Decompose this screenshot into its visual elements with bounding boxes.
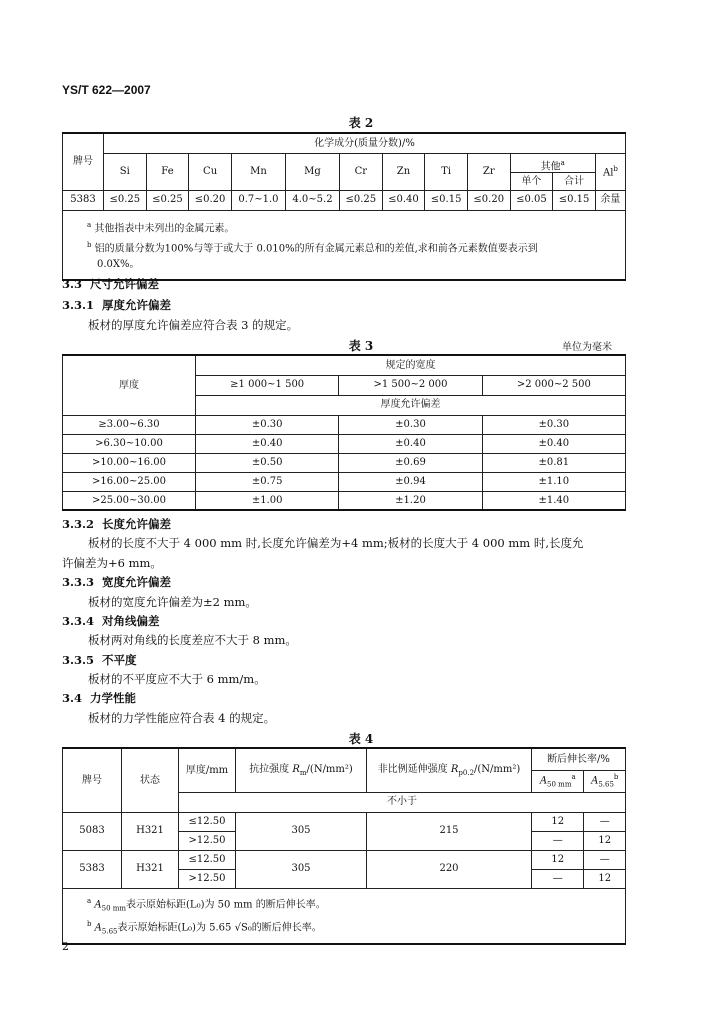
section-3-3-3-text: 板材的宽度允许偏差为±2 mm。 <box>88 595 257 609</box>
table2-note-a <box>87 217 617 237</box>
table2-el-mn: Mn <box>231 153 285 190</box>
section-3-3-4 <box>62 613 160 629</box>
section-3-3-4-text: 板材两对角线的长度差应不大于 8 mm。 <box>88 633 297 647</box>
table4-tensile: 305 <box>236 812 367 850</box>
table4-a565: 12 <box>584 869 626 888</box>
table2-el-fe: Fe <box>146 153 189 190</box>
section-3-3-5 <box>62 652 137 668</box>
table2-group-header: 化学成分(质量分数)/% <box>104 133 626 153</box>
table3-thickness: >16.00~25.00 <box>63 472 196 491</box>
table4-elong-b-mark: b <box>613 773 619 782</box>
table2-note-a-mark: a <box>87 220 92 229</box>
table2-al-label: Al <box>602 166 614 178</box>
table4-note-a-text: 表示原始标距(L₀)为 50 mm 的断后伸长率。 <box>126 898 326 910</box>
table4-note-b-sym: A <box>94 922 102 934</box>
table4-tensile-sym: R <box>292 763 300 775</box>
table4-yield-name: 非比例延伸强度 <box>377 763 448 775</box>
table3-title: 表 3 <box>348 339 374 353</box>
table4-tensile: 305 <box>236 850 367 888</box>
table2-el-ti: Ti <box>425 153 468 190</box>
table-row <box>63 472 626 491</box>
table4-brand: 5383 <box>63 850 122 888</box>
table2-title: 表 2 <box>348 116 374 130</box>
table4-state: H321 <box>122 812 179 850</box>
table4-elong-b-sym: A <box>591 775 599 787</box>
table4-thickness: >12.50 <box>179 831 236 850</box>
table2-row-brand: 5383 <box>63 190 104 210</box>
table2-note-b-mark: b <box>87 240 92 249</box>
table3-cell: ±0.69 <box>339 453 482 472</box>
section-3-3-1 <box>62 297 171 313</box>
table4-a50: 12 <box>532 812 584 831</box>
table2-cell: ≤0.15 <box>553 190 596 210</box>
table2-others-header <box>510 153 595 190</box>
table2-note-b-line1: 铝的质量分数为100%与等于或大于 0.010%的所有金属元素总和的差值,求和前各元素数值要表示到 <box>94 243 538 255</box>
table2-el-zn: Zn <box>382 153 425 190</box>
table4-state-header: 状态 <box>122 748 179 812</box>
table-row <box>63 491 626 510</box>
table4-title: 表 4 <box>348 732 374 746</box>
table4-note-a <box>87 893 617 916</box>
table3-cell: ±1.40 <box>482 491 625 510</box>
table3-cell: ±0.40 <box>196 434 339 453</box>
table3-cell: ±0.81 <box>482 453 625 472</box>
table3-cell: ±0.30 <box>196 415 339 434</box>
page-number: 2 <box>62 940 69 953</box>
document-header: YS/T 622—2007 <box>62 83 151 97</box>
section-3-3 <box>62 276 159 292</box>
table4-note-b <box>87 916 617 939</box>
table4-notes <box>63 888 626 944</box>
table2-al-mark: b <box>613 164 618 173</box>
section-3-3-1-title: 厚度允许偏差 <box>102 298 172 312</box>
table4-brand-header: 牌号 <box>63 748 122 812</box>
table2-cell: ≤0.05 <box>510 190 553 210</box>
section-3-3-2-title: 长度允许偏差 <box>102 517 172 531</box>
table3-cell: ±1.10 <box>482 472 625 491</box>
table3-cell: ±0.40 <box>339 434 482 453</box>
table3-cell: ±0.30 <box>339 415 482 434</box>
table4-thickness: >12.50 <box>179 869 236 888</box>
section-3-3-5-text: 板材的不平度应不大于 6 mm/m。 <box>88 672 266 686</box>
table2-cell: ≤0.25 <box>104 190 147 210</box>
table4-elong-a-mark: a <box>571 773 576 782</box>
table2-others-single: 单个 <box>511 173 554 190</box>
table3-cell: ±0.50 <box>196 453 339 472</box>
table4-elong-header: 断后伸长率/% <box>532 748 626 770</box>
section-3-3-2-num: 3.3.2 <box>62 517 95 531</box>
table4-tensile-sub: m <box>299 768 307 777</box>
table3-cell: ±0.94 <box>339 472 482 491</box>
section-3-3-num: 3.3 <box>62 277 83 291</box>
table4-not-less: 不小于 <box>179 792 626 812</box>
table2-el-cr: Cr <box>340 153 383 190</box>
table2-note-a-text: 其他指表中未列出的金属元素。 <box>94 222 235 234</box>
table4-note-b-mark: b <box>87 919 92 928</box>
table4-tensile-name: 抗拉强度 <box>249 763 290 775</box>
table-row <box>63 434 626 453</box>
table4-yield-sym: R <box>450 763 459 775</box>
section-3-4-title: 力学性能 <box>90 691 137 705</box>
table2-notes <box>63 210 626 280</box>
table4-elong-a-sub: 50 mm <box>547 780 572 789</box>
section-3-3-1-text: 板材的厚度允许偏差应符合表 3 的规定。 <box>88 318 299 332</box>
table-row <box>63 453 626 472</box>
table3-width-header: 规定的宽度 <box>196 355 626 375</box>
section-3-3-3 <box>62 574 171 590</box>
table2-cell: ≤0.25 <box>340 190 383 210</box>
table3-thickness: >10.00~16.00 <box>63 453 196 472</box>
table3-cell: ±1.20 <box>339 491 482 510</box>
table4-a565: 12 <box>584 831 626 850</box>
table3 <box>62 354 626 511</box>
table2-el-cu: Cu <box>189 153 232 190</box>
table2-cell: 4.0~5.2 <box>285 190 339 210</box>
section-3-3-3-num: 3.3.3 <box>62 575 95 589</box>
table2-others-mark: a <box>560 158 565 167</box>
table2-cell: ≤0.15 <box>425 190 468 210</box>
table3-cell: ±0.30 <box>482 415 625 434</box>
table3-cell: ±1.00 <box>196 491 339 510</box>
table4-yield-sub: p0.2 <box>458 768 475 777</box>
table2 <box>62 132 626 281</box>
table-row <box>63 415 626 434</box>
table3-thickness: ≥3.00~6.30 <box>63 415 196 434</box>
table3-cell: ±0.75 <box>196 472 339 491</box>
table4-yield-unit: /(N/mm²) <box>474 763 521 775</box>
table4-tensile-header <box>236 748 367 792</box>
table3-width-col: >2 000~2 500 <box>482 375 625 395</box>
table3-thickness: >25.00~30.00 <box>63 491 196 510</box>
table4-a50: — <box>532 831 584 850</box>
section-3-3-5-title: 不平度 <box>102 653 137 667</box>
section-3-3-1-num: 3.3.1 <box>62 298 95 312</box>
table2-cell: ≤0.25 <box>146 190 189 210</box>
table2-cell: ≤0.20 <box>189 190 232 210</box>
section-3-3-title: 尺寸允许偏差 <box>90 277 160 291</box>
table4-thickness: ≤12.50 <box>179 850 236 869</box>
table4-note-a-mark: a <box>87 896 92 905</box>
table3-thickness-header: 厚度 <box>63 355 196 415</box>
table4-brand: 5083 <box>63 812 122 850</box>
table4-state: H321 <box>122 850 179 888</box>
section-3-4 <box>62 690 136 706</box>
table4-note-a-sub: 50 mm <box>101 903 127 912</box>
section-3-4-num: 3.4 <box>62 691 83 705</box>
table4-tensile-unit: /(N/mm²) <box>306 763 353 775</box>
table4-a565: — <box>584 812 626 831</box>
table2-cell: 0.7~1.0 <box>231 190 285 210</box>
table2-el-zr: Zr <box>467 153 510 190</box>
table3-cell: ±0.40 <box>482 434 625 453</box>
table2-others-total: 合计 <box>564 175 585 187</box>
table4-elong-b-sub: 5.65 <box>598 780 614 789</box>
table3-unit: 单位为毫米 <box>562 342 612 353</box>
table4-a50: — <box>532 869 584 888</box>
table2-cell: 余量 <box>595 190 625 210</box>
table2-el-si: Si <box>104 153 147 190</box>
table4 <box>62 747 626 945</box>
section-3-3-2 <box>62 516 171 532</box>
table-row <box>63 850 626 869</box>
table3-thickness: >6.30~10.00 <box>63 434 196 453</box>
section-3-3-3-title: 宽度允许偏差 <box>102 575 172 589</box>
table-row <box>63 812 626 831</box>
table2-note-b-line2: 0.0X%。 <box>97 259 140 271</box>
table4-a50: 12 <box>532 850 584 869</box>
table2-brand-header: 牌号 <box>63 133 104 190</box>
table4-thickness: ≤12.50 <box>179 812 236 831</box>
section-3-3-4-title: 对角线偏差 <box>102 614 160 628</box>
table4-elong-a <box>532 770 584 792</box>
table4-elong-b <box>584 770 626 792</box>
table2-al-header <box>595 153 625 190</box>
section-3-3-5-num: 3.3.5 <box>62 653 95 667</box>
table3-dev-header: 厚度允许偏差 <box>196 395 626 415</box>
section-3-3-4-num: 3.3.4 <box>62 614 95 628</box>
table2-cell: ≤0.40 <box>382 190 425 210</box>
section-3-3-2-line1: 板材的长度不大于 4 000 mm 时,长度允许偏差为+4 mm;板材的长度大于 4 000 mm 时,长度允 <box>88 536 584 550</box>
table2-row <box>63 190 626 210</box>
section-3-4-text: 板材的力学性能应符合表 4 的规定。 <box>88 711 276 725</box>
table4-yield: 215 <box>367 812 532 850</box>
table3-width-col: ≥1 000~1 500 <box>196 375 339 395</box>
table4-elong-a-sym: A <box>539 775 548 787</box>
table2-others-label: 其他 <box>540 160 561 172</box>
table4-note-b-sub: 5.65 <box>101 927 118 936</box>
table2-el-mg: Mg <box>285 153 339 190</box>
table3-width-col: >1 500~2 000 <box>339 375 482 395</box>
table2-cell: ≤0.20 <box>467 190 510 210</box>
table4-a565: — <box>584 850 626 869</box>
table4-yield: 220 <box>367 850 532 888</box>
table2-note-b <box>87 237 617 257</box>
table4-yield-header <box>367 748 532 792</box>
table4-note-b-text: 表示原始标距(L₀)为 5.65 √S₀的断后伸长率。 <box>117 922 322 934</box>
section-3-3-2-line2: 许偏差为+6 mm。 <box>62 556 162 570</box>
table4-thickness-header: 厚度/mm <box>179 748 236 792</box>
table4-note-a-sym: A <box>94 898 102 910</box>
